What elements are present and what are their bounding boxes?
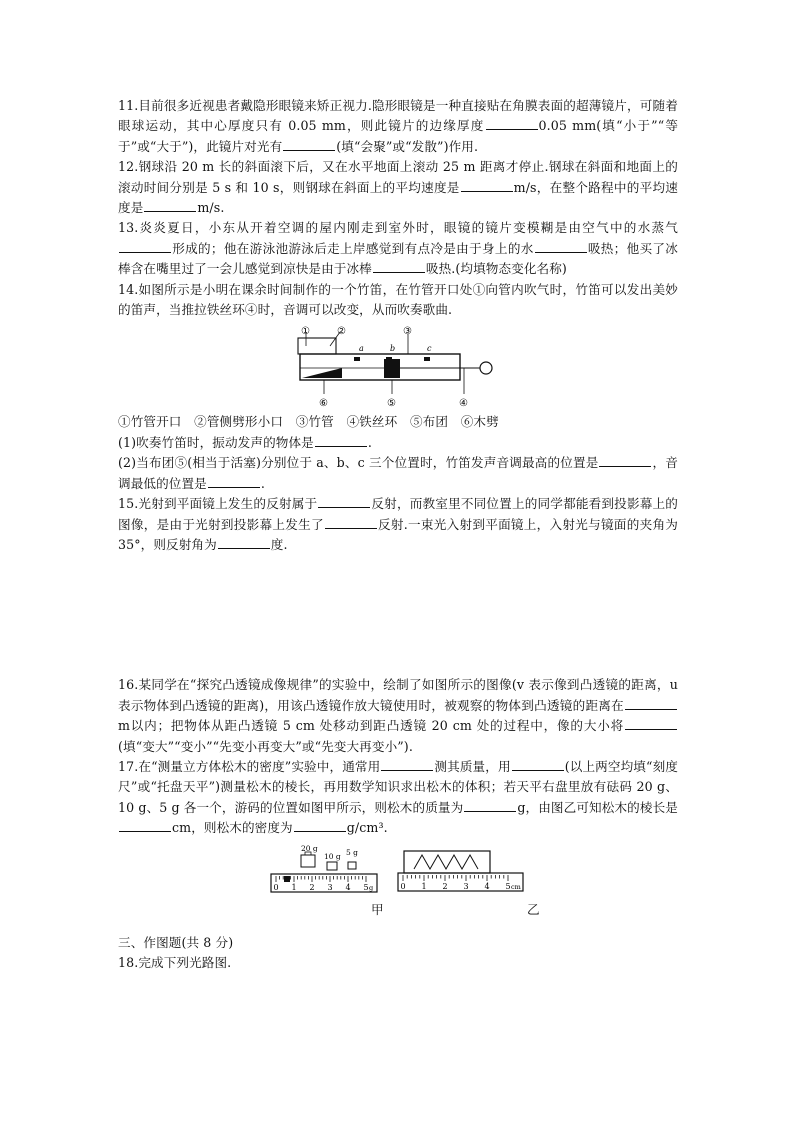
answer-blank[interactable] <box>218 536 270 549</box>
cloth-plug <box>384 359 400 378</box>
side-hole <box>424 357 430 361</box>
balance-scale-tick-label: 4 <box>345 882 351 892</box>
answer-blank[interactable] <box>294 819 346 832</box>
label-3: ③ <box>403 326 412 338</box>
iron-wire-ring <box>480 362 492 374</box>
label-1: ① <box>301 326 310 338</box>
question-15: 15.光射到平面镜上发生的反射属于 反射，而教室里不同位置上的同学都能看到投影幕上的图像，是由于光射到投影幕上发生了 反射.一束光入射到平面镜上，入射光与镜面的夹角为 35°，则反射角为 度. <box>118 496 678 552</box>
answer-blank[interactable] <box>373 260 425 273</box>
wooden-wedge <box>302 368 342 378</box>
ruler-tick-label: 0 <box>400 881 406 891</box>
balance-and-ruler-diagram <box>118 841 678 911</box>
weights-group <box>301 844 358 870</box>
balance-scale-tick-label: 0 <box>273 882 279 892</box>
bamboo-flute-diagram <box>118 324 678 412</box>
balance-scale-tick-label: 2 <box>309 882 315 892</box>
answer-blank[interactable] <box>535 240 587 253</box>
wood-grain <box>414 855 478 869</box>
side-hole <box>386 357 392 361</box>
question-16: 16.某同学在“探究凸透镜成像规律”的实验中，绘制了如图所示的图像(v 表示像到凸透镜的距离，u 表示物体到凸透镜的距离)，用该凸透镜作放大镜使用时，被观察的物体到凸透镜的距离在m以内；把物体从距凸透镜 5 cm 处移动到距凸透镜 20 cm 处的过程中，像的大小将(填“变大”“变小”“先变小再变大”或“先变大再变小”). <box>118 677 678 754</box>
answer-blank[interactable] <box>208 475 260 488</box>
answer-blank[interactable] <box>119 819 171 832</box>
bamboo-flute-figure <box>118 324 678 412</box>
answer-blank[interactable] <box>625 697 677 710</box>
answer-blank[interactable] <box>315 434 367 447</box>
pine-wood-block <box>404 851 490 873</box>
answer-blank[interactable] <box>119 240 171 253</box>
answer-blank[interactable] <box>325 516 377 529</box>
label-2: ② <box>337 326 346 338</box>
balance-scale-tick-label: 1 <box>291 882 297 892</box>
answer-blank[interactable] <box>625 717 677 730</box>
answer-blank[interactable] <box>144 199 196 212</box>
weight-10g-label: 10 g <box>324 851 341 861</box>
ruler-tick-label: 4 <box>484 881 490 891</box>
question-14-part-1: (1)吹奏竹笛时，振动发声的物体是 . <box>118 434 372 450</box>
question-14-part-2: (2)当布团⑤(相当于活塞)分别位于 a、b、c 三个位置时，竹笛发声音调最高的位置是 ，音调最低的位置是 . <box>118 455 678 491</box>
caption-jia: 甲 <box>371 901 384 917</box>
answer-blank[interactable] <box>599 454 651 467</box>
question-11: 11.目前很多近视患者戴隐形眼镜来矫正视力.隐形眼镜是一种直接贴在角膜表面的超薄镜片，可随着眼球运动，其中心厚度只有 0.05 mm，则此镜片的边缘厚度 0.05 mm(填“小于”“等于”或“大于”)，此镜片对光有 (填“会聚”或“发散”)作用. <box>118 98 679 154</box>
answer-blank[interactable] <box>318 495 370 508</box>
side-hole <box>354 357 360 361</box>
answer-blank[interactable] <box>381 758 433 771</box>
question-12: 12.钢球沿 20 m 长的斜面滚下后，又在水平地面上滚动 25 m 距离才停止.钢球在斜面和地面上的滚动时间分别是 5 s 和 10 s，则钢球在斜面上的平均速度是 m/s，在整个路程中的平均速度是 m/s. <box>118 159 678 216</box>
question-17: 17.在“测量立方体松木的密度”实验中，通常用 测其质量，用 (以上两空均填“刻度尺”或“托盘天平”)测量松木的棱长，再用数学知识求出松木的体积；若天平右盘里放有砝码 20 g、10 g、5 g 各一个，游码的位置如图甲所示，则松木的质量为 g，由图乙可知松木的棱长是cm，则松木的密度为 g/cm³. <box>118 758 678 836</box>
question-14-intro: 14.如图所示是小明在课余时间制作的一个竹笛，在竹管开口处①向管内吹气时，竹笛可以发出美妙的笛声，当推拉铁丝环④时，音调可以改变，从而吹奏歌曲. <box>118 281 678 318</box>
weight-10g <box>327 862 337 870</box>
question-18: 18.完成下列光路图. <box>118 954 232 970</box>
ruler-bar <box>398 873 523 891</box>
ruler-tick-label: 5 <box>505 881 511 891</box>
exam-page <box>118 96 678 973</box>
question-13: 13.炎炎夏日，小东从开着空调的屋内刚走到室外时，眼镜的镜片变模糊是由空气中的水蒸气形成的；他在游泳池游泳后走上岸感觉到有点冷是由于身上的水 吸热；他买了冰棒含在嘴里过了一会儿感觉到凉快是由于冰棒 吸热.(均填物态变化名称) <box>118 220 678 277</box>
position-b: b <box>390 344 396 354</box>
ruler-tick-label: 2 <box>442 881 448 891</box>
caption-yi: 乙 <box>527 901 540 917</box>
position-c: c <box>427 344 432 354</box>
weight-5g <box>348 862 356 869</box>
answer-blank[interactable] <box>283 138 335 151</box>
balance-scale-tick-label: 3 <box>327 882 333 892</box>
figure-17 <box>118 841 678 933</box>
answer-blank[interactable] <box>512 758 564 771</box>
label-6: ⑥ <box>319 398 328 410</box>
balance-scale-tick-label: 5 <box>363 882 369 892</box>
ruler-ticks <box>401 875 521 891</box>
balance-scale-unit-label: g <box>369 883 374 892</box>
label-5: ⑤ <box>387 398 396 410</box>
ruler-tick-label: 1 <box>421 881 427 891</box>
answer-blank[interactable] <box>486 117 538 130</box>
label-4: ④ <box>459 398 468 410</box>
question-14-legend: ①竹管开口 ②管侧劈形小口 ③竹管 ④铁丝环 ⑤布团 ⑥木劈 <box>118 414 499 430</box>
weight-20g-label: 20 g <box>301 843 318 853</box>
answer-blank[interactable] <box>461 179 513 192</box>
position-a: a <box>359 344 364 354</box>
weight-5g-label: 5 g <box>346 847 358 857</box>
answer-blank[interactable] <box>464 799 516 812</box>
blank-space <box>118 555 678 675</box>
section-3-heading: 三、作图题(共 8 分) <box>118 934 234 950</box>
ruler-tick-label: 3 <box>463 881 469 891</box>
weight-20g <box>301 855 315 867</box>
ruler-unit-label: cm <box>511 882 521 891</box>
